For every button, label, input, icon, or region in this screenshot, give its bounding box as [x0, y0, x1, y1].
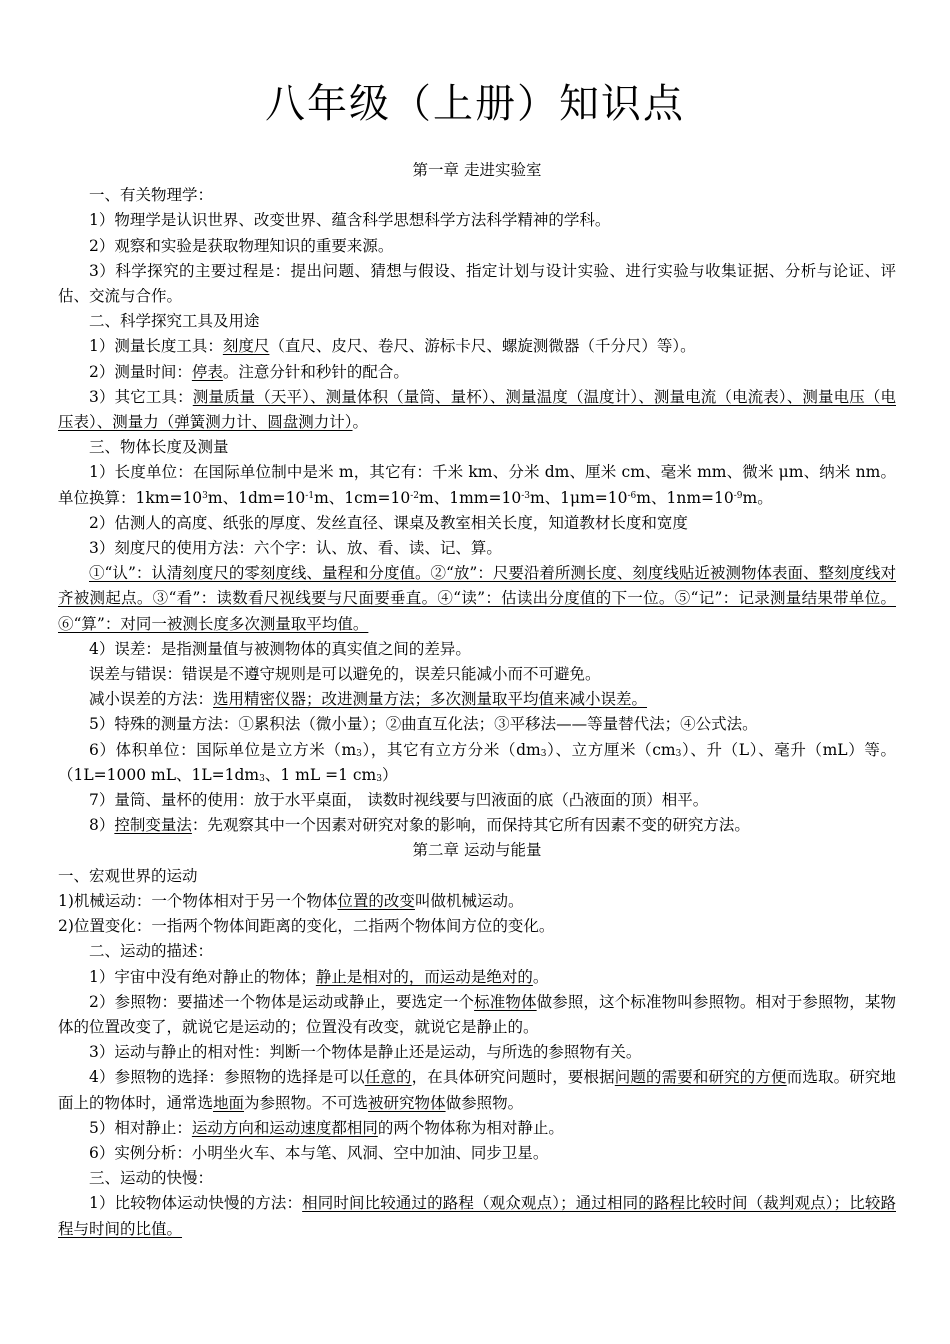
exponent: -2 — [410, 490, 420, 501]
text-run: 。 — [352, 413, 369, 432]
text-run: m。 — [742, 488, 773, 507]
underlined-paragraph: ①“认”：认清刻度尺的零刻度线、量程和分度值。②“放”：尺要沿着所测长度、刻度线贴近被测物体表面、整刻度线对齐被测起点。③“看”：读数看尺视线要与尺面要垂直。④“读”：估读出分度值的下一位。⑤“记”：记录测量结果带单位。⑥“算”：对同一被测长度多次测量取平均值。 — [58, 564, 896, 633]
text-run: 4）参照物的选择：参照物的选择是可以 — [89, 1068, 365, 1087]
text-run: 2）测量时间： — [89, 362, 192, 381]
text-run: 减小误差的方法： — [89, 690, 214, 709]
text-run: 叫做机械运动。 — [414, 891, 524, 910]
underlined-term: 运动方向和运动速度都相同 — [191, 1118, 378, 1137]
paragraph — [58, 1065, 896, 1115]
text-run: m、1nm=10 — [636, 488, 734, 507]
text-run: 。 — [532, 967, 549, 986]
text-run: 6）体积单位：国际单位是立方米（m — [89, 740, 357, 759]
paragraph — [58, 965, 896, 990]
underlined-term: 控制变量法 — [114, 816, 192, 835]
section-heading: 一、有关物理学： — [89, 186, 214, 205]
text-run: 1)机械运动：一个物体相对于另一个物体 — [58, 891, 338, 910]
paragraph — [58, 360, 896, 385]
exponent: -1 — [305, 490, 315, 501]
underlined-term: 被研究物体 — [368, 1093, 446, 1112]
section-heading: 二、科学探究工具及用途 — [89, 312, 260, 331]
underlined-term: 任意的 — [364, 1068, 412, 1087]
paragraph: 6）实例分析：小明坐火车、本与笔、风洞、空中加油、同步卫星。 — [89, 1143, 549, 1162]
text-run: 8） — [89, 816, 115, 835]
text-run: 。注意分针和秒针的配合。 — [222, 362, 409, 381]
text-run: 而选取。研究地面上的物体时，通常选 — [58, 1068, 896, 1112]
underlined-term: 选用精密仪器；改进测量方法；多次测量取平均值来减小误差。 — [213, 690, 648, 709]
text-run: ）、立方厘米（cm — [546, 740, 676, 759]
exponent: 3 — [202, 490, 208, 501]
text-run: 1）长度单位：在国际单位制中是米 m，其它有：千米 km、分米 dm、厘米 cm、毫米 mm、微米 μm、纳米 nm。单位换算：1km=10 — [58, 463, 896, 507]
exponent: 3 — [259, 773, 265, 784]
text-run: 1）比较物体运动快慢的方法： — [89, 1194, 303, 1213]
paragraph: 4）误差：是指测量值与被测物体的真实值之间的差异。 — [89, 639, 471, 658]
text-run: ，在具体研究问题时，要根据 — [411, 1068, 615, 1087]
section-heading: 三、物体长度及测量 — [89, 438, 229, 457]
underlined-term: 测量质量（天平）、测量体积（量筒、量杯）、测量温度（温度计）、测量电流（电流表）、测量电压（电压表）、测量力（弹簧测力计、圆盘测力计） — [58, 387, 896, 432]
exponent: -6 — [627, 490, 637, 501]
paragraph — [58, 1116, 896, 1141]
underlined-term: 静止是相对的，而运动是绝对的 — [315, 967, 533, 986]
underlined-term: 停表 — [191, 362, 223, 381]
paragraph — [58, 990, 896, 1040]
exponent: -9 — [733, 490, 743, 501]
underlined-term: 标准物体 — [474, 992, 537, 1011]
text-run: 1）宇宙中没有绝对静止的物体； — [89, 967, 316, 986]
paragraph: 3）科学探究的主要过程是：提出问题、猜想与假设、指定计划与设计实验、进行实验与收集证据、分析与论证、评估、交流与合作。 — [58, 261, 896, 306]
paragraph: 2）观察和实验是获取物理知识的重要来源。 — [89, 236, 394, 255]
paragraph — [58, 1191, 896, 1241]
paragraph: 误差与错误：错误是不遵守规则是可以避免的，误差只能减小而不可避免。 — [89, 665, 601, 684]
exponent: 3 — [376, 773, 382, 784]
text-run: ：先观察其中一个因素对研究对象的影响，而保持其它所有因素不变的研究方法。 — [191, 816, 750, 835]
paragraph — [58, 385, 896, 435]
paragraph: 1）物理学是认识世界、改变世界、蕴含科学思想科学方法科学精神的学科。 — [89, 211, 611, 230]
text-run: 做参照，这个标准物叫参照物。相对于参照物，某物体的位置改变了，就说它是运动的；位置没有改变，就说它是静止的。 — [58, 992, 896, 1036]
paragraph — [58, 889, 896, 914]
document-body — [58, 158, 896, 1242]
text-run: 为参照物。不可选 — [244, 1093, 369, 1112]
page-title: 八年级（上册）知识点 — [265, 81, 685, 127]
text-run: ），其它有立方分米（dm — [361, 740, 541, 759]
paragraph — [58, 813, 896, 838]
text-run: m、1cm=10 — [314, 488, 411, 507]
paragraph — [58, 460, 896, 510]
text-run: 1）测量长度工具： — [89, 337, 223, 356]
text-run: 2）参照物：要描述一个物体是运动或静止，要选定一个 — [89, 992, 475, 1011]
text-run: ） — [381, 765, 398, 784]
text-run: ）、升（L）、毫升（mL）等。（1L=1000 mL、1L=1dm — [58, 740, 896, 784]
paragraph: 3）运动与静止的相对性：判断一个物体是静止还是运动，与所选的参照物有关。 — [89, 1043, 642, 1062]
paragraph: 3）刻度尺的使用方法：六个字：认、放、看、读、记、算。 — [89, 539, 502, 558]
paragraph: 5）特殊的测量方法：①累积法（微小量）；②曲直互化法；③平移法——等量替代法；④公式法。 — [89, 715, 758, 734]
section-heading: 一、宏观世界的运动 — [58, 866, 198, 885]
text-run: （直尺、皮尺、卷尺、游标卡尺、螺旋测微器（千分尺）等）。 — [269, 337, 696, 356]
underlined-term: 相同时间比较通过的路程（观众观点）；通过相同的路程比较时间（裁判观点）；比较路程与时间的比值。 — [58, 1194, 896, 1238]
exponent: 3 — [356, 748, 362, 759]
text-run: m、1μm=10 — [529, 488, 628, 507]
paragraph: 2）估测人的高度、纸张的厚度、发丝直径、课桌及教室相关长度，知道教材长度和宽度 — [89, 513, 688, 532]
text-run: m、1mm=10 — [419, 488, 522, 507]
paragraph — [58, 738, 896, 788]
underlined-term: 位置的改变 — [337, 891, 415, 910]
chapter-1-heading: 第一章 走进实验室 — [412, 161, 542, 179]
paragraph: 2)位置变化：一指两个物体间距离的变化，二指两个物体间方位的变化。 — [58, 917, 555, 936]
section-heading: 二、运动的描述： — [89, 942, 214, 961]
section-heading: 三、运动的快慢： — [89, 1169, 214, 1188]
exponent: -3 — [521, 490, 530, 501]
underlined-term: 地面 — [213, 1093, 245, 1112]
paragraph: 7）量筒、量杯的使用：放于水平桌面， 读数时视线要与凹液面的底（凸液面的顶）相平。 — [89, 791, 709, 810]
text-run: 做参照物。 — [445, 1093, 524, 1112]
underlined-term: 刻度尺 — [222, 337, 270, 356]
text-run: 、1 mL =1 cm — [264, 765, 377, 784]
exponent: 3 — [540, 748, 547, 759]
text-run: 的两个物体称为相对静止。 — [377, 1118, 564, 1137]
paragraph — [58, 334, 896, 359]
underlined-term: 问题的需要和研究的方便 — [614, 1068, 787, 1087]
text-run: 3）其它工具： — [89, 387, 193, 406]
text-run: 5）相对静止： — [89, 1118, 192, 1137]
text-run: m、1dm=10 — [207, 488, 306, 507]
chapter-2-heading: 第二章 运动与能量 — [412, 841, 542, 860]
paragraph — [58, 687, 896, 712]
exponent: 3 — [675, 748, 682, 759]
